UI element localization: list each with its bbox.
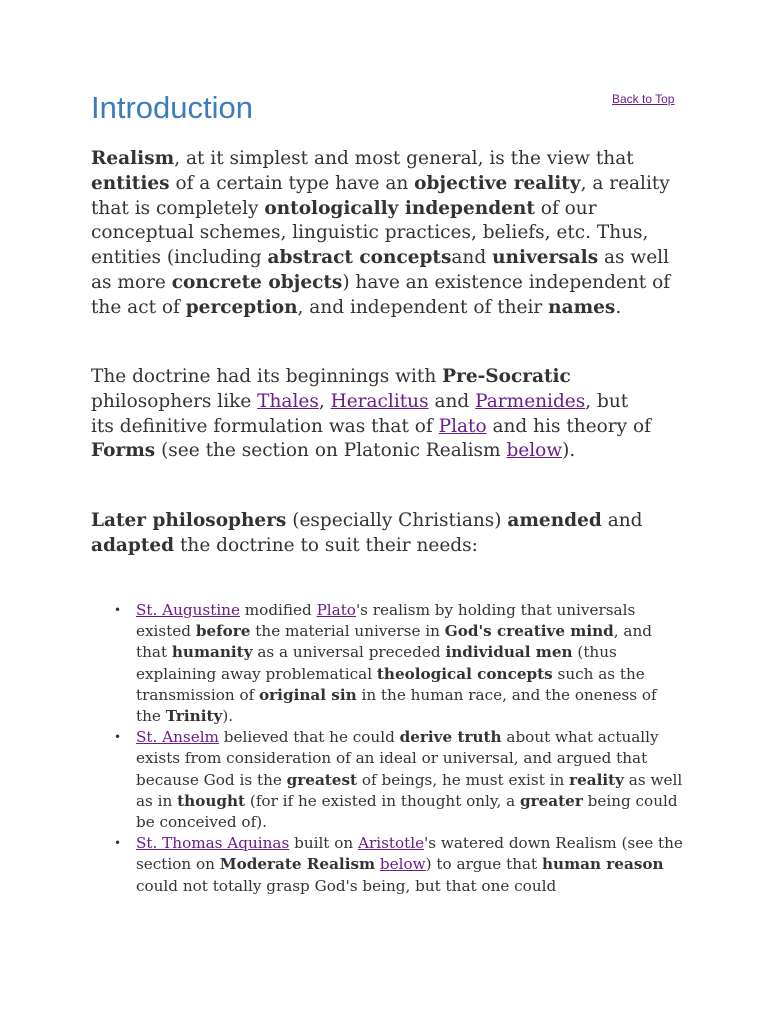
bold-term: amended (507, 510, 602, 531)
bold-term: theological concepts (376, 664, 553, 683)
bold-term: names (548, 296, 616, 318)
link-st-augustine[interactable]: St. Augustine (136, 601, 240, 619)
text-run: , at it simplest and most general, is the view that (174, 148, 634, 169)
bold-term: greatest (286, 770, 358, 789)
link-below[interactable]: below (506, 440, 563, 462)
text-run: (for if he existed in thought only, a (245, 791, 521, 810)
bold-term: Later philosophers (91, 510, 287, 531)
text-run: 's realism by holding that universals existed (136, 601, 636, 641)
text-run: and (428, 390, 476, 412)
back-to-top-link[interactable]: Back to Top (612, 92, 675, 106)
text-run: ). (222, 707, 234, 726)
bold-term: abstract concepts (267, 247, 452, 269)
bold-term: universals (492, 247, 599, 269)
text-run: . (615, 296, 622, 318)
link-st-thomas-aquinas[interactable]: St. Thomas Aquinas (136, 834, 290, 853)
text-run: modified (239, 601, 317, 619)
text-run: and (601, 510, 643, 531)
bold-term: concrete objects (171, 271, 343, 293)
link-thales[interactable]: Thales (257, 390, 319, 412)
paragraph-doctrine-origins (91, 365, 651, 464)
text-run: (thus explaining away problematical (136, 643, 617, 683)
text-run: 's watered down Realism (see the section on (136, 834, 683, 874)
text-run: believed that he could (218, 728, 400, 747)
paragraph-later-philosophers (91, 509, 681, 559)
text-run: ) to argue that (425, 855, 542, 874)
text-run: of a certain type have an (169, 172, 415, 194)
link-heraclitus[interactable]: Heraclitus (330, 390, 429, 412)
link-below[interactable]: below (379, 855, 426, 874)
text-run: ). (562, 440, 576, 462)
link-plato[interactable]: Plato (316, 601, 356, 619)
text-run: as well as more (91, 247, 670, 293)
link-parmenides[interactable]: Parmenides (475, 390, 586, 412)
text-run: , and that (136, 622, 652, 662)
bold-term: Moderate Realism (219, 855, 376, 874)
bold-term: objective reality (414, 172, 581, 194)
text-run: and (451, 247, 493, 269)
bold-term: original sin (259, 685, 357, 704)
bold-term: Trinity (165, 707, 223, 726)
bold-term: before (195, 622, 251, 641)
philosophers-bullet-list (114, 600, 686, 897)
text-run: of beings, he must exist in (357, 770, 570, 789)
text-run: as well as in (136, 770, 683, 810)
bold-term: human reason (541, 855, 664, 874)
text-run: (see the section on Platonic Realism (155, 440, 507, 462)
text-run: , (318, 390, 331, 412)
bold-term: God's creative mind (444, 622, 614, 641)
list-item (114, 600, 686, 727)
text-run: The doctrine had its beginnings with (91, 366, 443, 387)
text-run: as a universal preceded (252, 643, 446, 662)
list-item (114, 833, 686, 897)
bold-term: adapted (91, 534, 175, 556)
text-run: the material universe in (250, 622, 445, 641)
bold-term: derive truth (399, 728, 502, 747)
text-run: about what actually exists from consideration of an ideal or universal, and argued that because God is the (136, 728, 659, 789)
text-run: such as the transmission of (136, 664, 645, 704)
text-run: philosophers like (91, 390, 258, 412)
link-st-anselm[interactable]: St. Anselm (136, 728, 219, 747)
bullet-icon: • (114, 836, 122, 851)
text-run: built on (289, 834, 358, 853)
bold-term: thought (177, 791, 246, 810)
bold-term: reality (569, 770, 624, 789)
text-run: (especially Christians) (286, 510, 508, 531)
text-run: , but its definitive formulation was that of (91, 390, 629, 437)
bold-term: entities (91, 172, 170, 194)
text-run: and his theory of (486, 415, 651, 437)
text-run: , and independent of their (297, 296, 549, 318)
bold-term: Pre-Socratic (442, 366, 571, 387)
text-run: the doctrine to suit their needs: (174, 534, 478, 556)
link-aristotle[interactable]: Aristotle (358, 834, 425, 853)
bold-term: ontologically independent (264, 197, 535, 219)
text-run: could not totally grasp God's being, but that one could (136, 876, 557, 895)
text-run: being could be conceived of). (136, 791, 678, 832)
bullet-icon: • (114, 730, 122, 745)
text-run: , a reality that is completely (91, 172, 670, 219)
paragraph-realism-definition (91, 147, 681, 321)
text-run: ) have an existence independent of the act of (91, 271, 671, 318)
link-plato[interactable]: Plato (438, 415, 487, 437)
list-item (114, 727, 686, 833)
text-run: in the human race, and the oneness of the (136, 685, 657, 726)
bold-term: greater (520, 791, 583, 810)
bold-term: humanity (171, 643, 253, 662)
text-run: of our conceptual schemes, linguistic practices, beliefs, etc. Thus, entities (including (91, 197, 649, 269)
bold-term: Realism (91, 148, 175, 169)
bullet-icon: • (114, 603, 122, 617)
bold-term: perception (185, 296, 298, 318)
page-title: Introduction (91, 90, 253, 125)
bold-term: Forms (91, 440, 156, 462)
bold-term: individual men (445, 643, 573, 662)
